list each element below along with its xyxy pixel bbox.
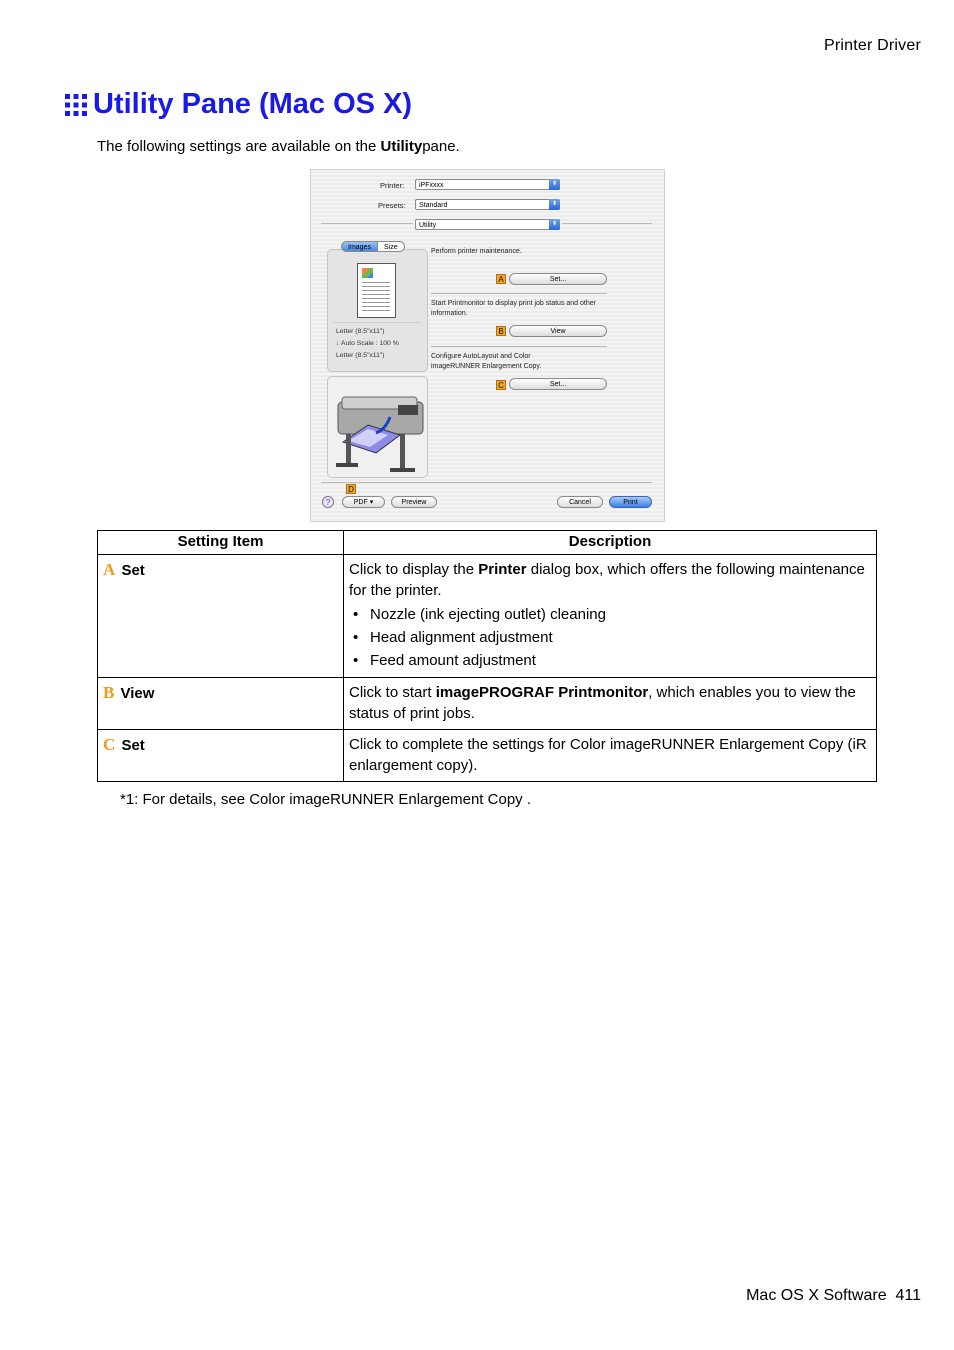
text-line [362, 294, 390, 295]
divider [431, 293, 607, 294]
output-size-info: Letter (8.5"x11") [336, 352, 385, 359]
description-cell [344, 730, 877, 782]
table-row [98, 678, 877, 730]
printer-select[interactable] [415, 179, 560, 190]
help-icon[interactable]: ? [322, 496, 334, 508]
setting-item-cell [98, 678, 344, 730]
text-line [362, 306, 390, 307]
tab-size[interactable]: Size [378, 241, 405, 252]
divider [333, 322, 421, 323]
printer-image-panel [327, 376, 428, 478]
table-header-row [98, 531, 877, 555]
page-number: 411 [895, 1287, 921, 1304]
description-text: Click to display the [349, 561, 479, 578]
item-letter: C [103, 735, 116, 754]
table-row [98, 730, 877, 782]
preview-button[interactable]: Preview [391, 496, 437, 508]
settings-table [97, 530, 877, 782]
select-arrows-icon: ⬍ [549, 199, 560, 210]
description-bold: Printer [478, 561, 527, 578]
item-letter: B [103, 683, 115, 702]
printer-label: Printer: [380, 181, 405, 190]
description-cell [344, 555, 877, 678]
description-text: Click to start [349, 684, 436, 701]
running-header: Printer Driver [823, 37, 921, 54]
section-b-text: Start Printmonitor to display print job status and other information. [431, 300, 596, 317]
text-line [362, 310, 390, 311]
auto-scale-text: Auto Scale : 100 % [340, 340, 399, 347]
item-name: View [120, 685, 155, 702]
divider [321, 482, 652, 483]
divider [321, 223, 413, 224]
marker-c: C [496, 380, 506, 390]
presets-select[interactable] [415, 199, 560, 210]
divider [562, 223, 652, 224]
set-button-c[interactable]: Set... [509, 378, 607, 390]
item-name: Set [121, 562, 145, 579]
intro-text: The following settings are available on the [97, 138, 381, 155]
marker-b: B [496, 326, 506, 336]
text-line [362, 298, 390, 299]
description-cell [344, 678, 877, 730]
preview-tabs [341, 241, 405, 252]
footer-section: Mac OS X Software [746, 1287, 887, 1304]
auto-scale-info [336, 340, 399, 347]
text-line [362, 290, 390, 291]
list-item: • Head alignment adjustment [349, 626, 870, 649]
presets-select-value: Standard [419, 202, 448, 209]
divider [431, 346, 607, 347]
page-title: Utility Pane (Mac OS X) [93, 88, 413, 120]
marker-a: A [496, 274, 506, 284]
paper-size-info: Letter (8.5"x11") [336, 328, 385, 335]
text-line [362, 302, 390, 303]
description-bold: imagePROGRAF Printmonitor [435, 684, 649, 701]
select-arrows-icon: ⬍ [549, 219, 560, 230]
view-button[interactable]: View [509, 325, 607, 337]
page-preview [357, 263, 396, 318]
text-line [362, 286, 390, 287]
arrow-down-icon: ↓ [336, 340, 340, 347]
description-text-end: dialog box, which offers the following maintenance for the printer. [349, 561, 865, 599]
list-item: • Nozzle (ink ejecting outlet) cleaning [349, 603, 870, 626]
description-text: Click to complete the settings for Color imageRUNNER Enlargement Copy (iR enlargement copy). [349, 736, 867, 774]
maintenance-list [349, 603, 870, 672]
setting-item-cell [98, 555, 344, 678]
select-arrows-icon: ⬍ [549, 179, 560, 190]
header-setting-item: Setting Item [98, 531, 344, 555]
intro-bold: Utility [380, 138, 423, 155]
presets-label: Presets: [378, 201, 406, 210]
page-footer [746, 1287, 921, 1305]
pane-select[interactable] [415, 219, 560, 230]
pdf-button[interactable]: PDF ▾ [342, 496, 385, 508]
pane-select-value: Utility [419, 222, 437, 229]
text-line [362, 282, 390, 283]
setting-item-cell [98, 730, 344, 782]
header-description: Description [344, 531, 877, 555]
thumbnail-image [362, 268, 373, 278]
intro-text-end: pane. [422, 138, 460, 155]
table-row [98, 555, 877, 678]
section-a-text: Perform printer maintenance. [431, 248, 522, 255]
printer-select-value: iPFxxxx [419, 182, 444, 189]
list-item: • Feed amount adjustment [349, 649, 870, 672]
item-letter: A [103, 560, 116, 579]
intro-paragraph [97, 138, 460, 155]
printer-illustration [328, 377, 427, 477]
grid-icon [64, 93, 88, 117]
item-name: Set [121, 737, 145, 754]
cancel-button[interactable]: Cancel [557, 496, 603, 508]
marker-d: D [346, 484, 356, 494]
footnote: *1: For details, see Color imageRUNNER Enlargement Copy . [120, 791, 531, 808]
tab-images[interactable]: Images [341, 241, 378, 252]
set-button-a[interactable]: Set... [509, 273, 607, 285]
section-c-text: Configure AutoLayout and Color imageRUNNER Enlargement Copy. [431, 353, 542, 370]
description-text-end: , which enables you to view the status of print jobs. [349, 684, 856, 722]
print-button[interactable]: Print [609, 496, 652, 508]
page-title-row [64, 88, 412, 121]
